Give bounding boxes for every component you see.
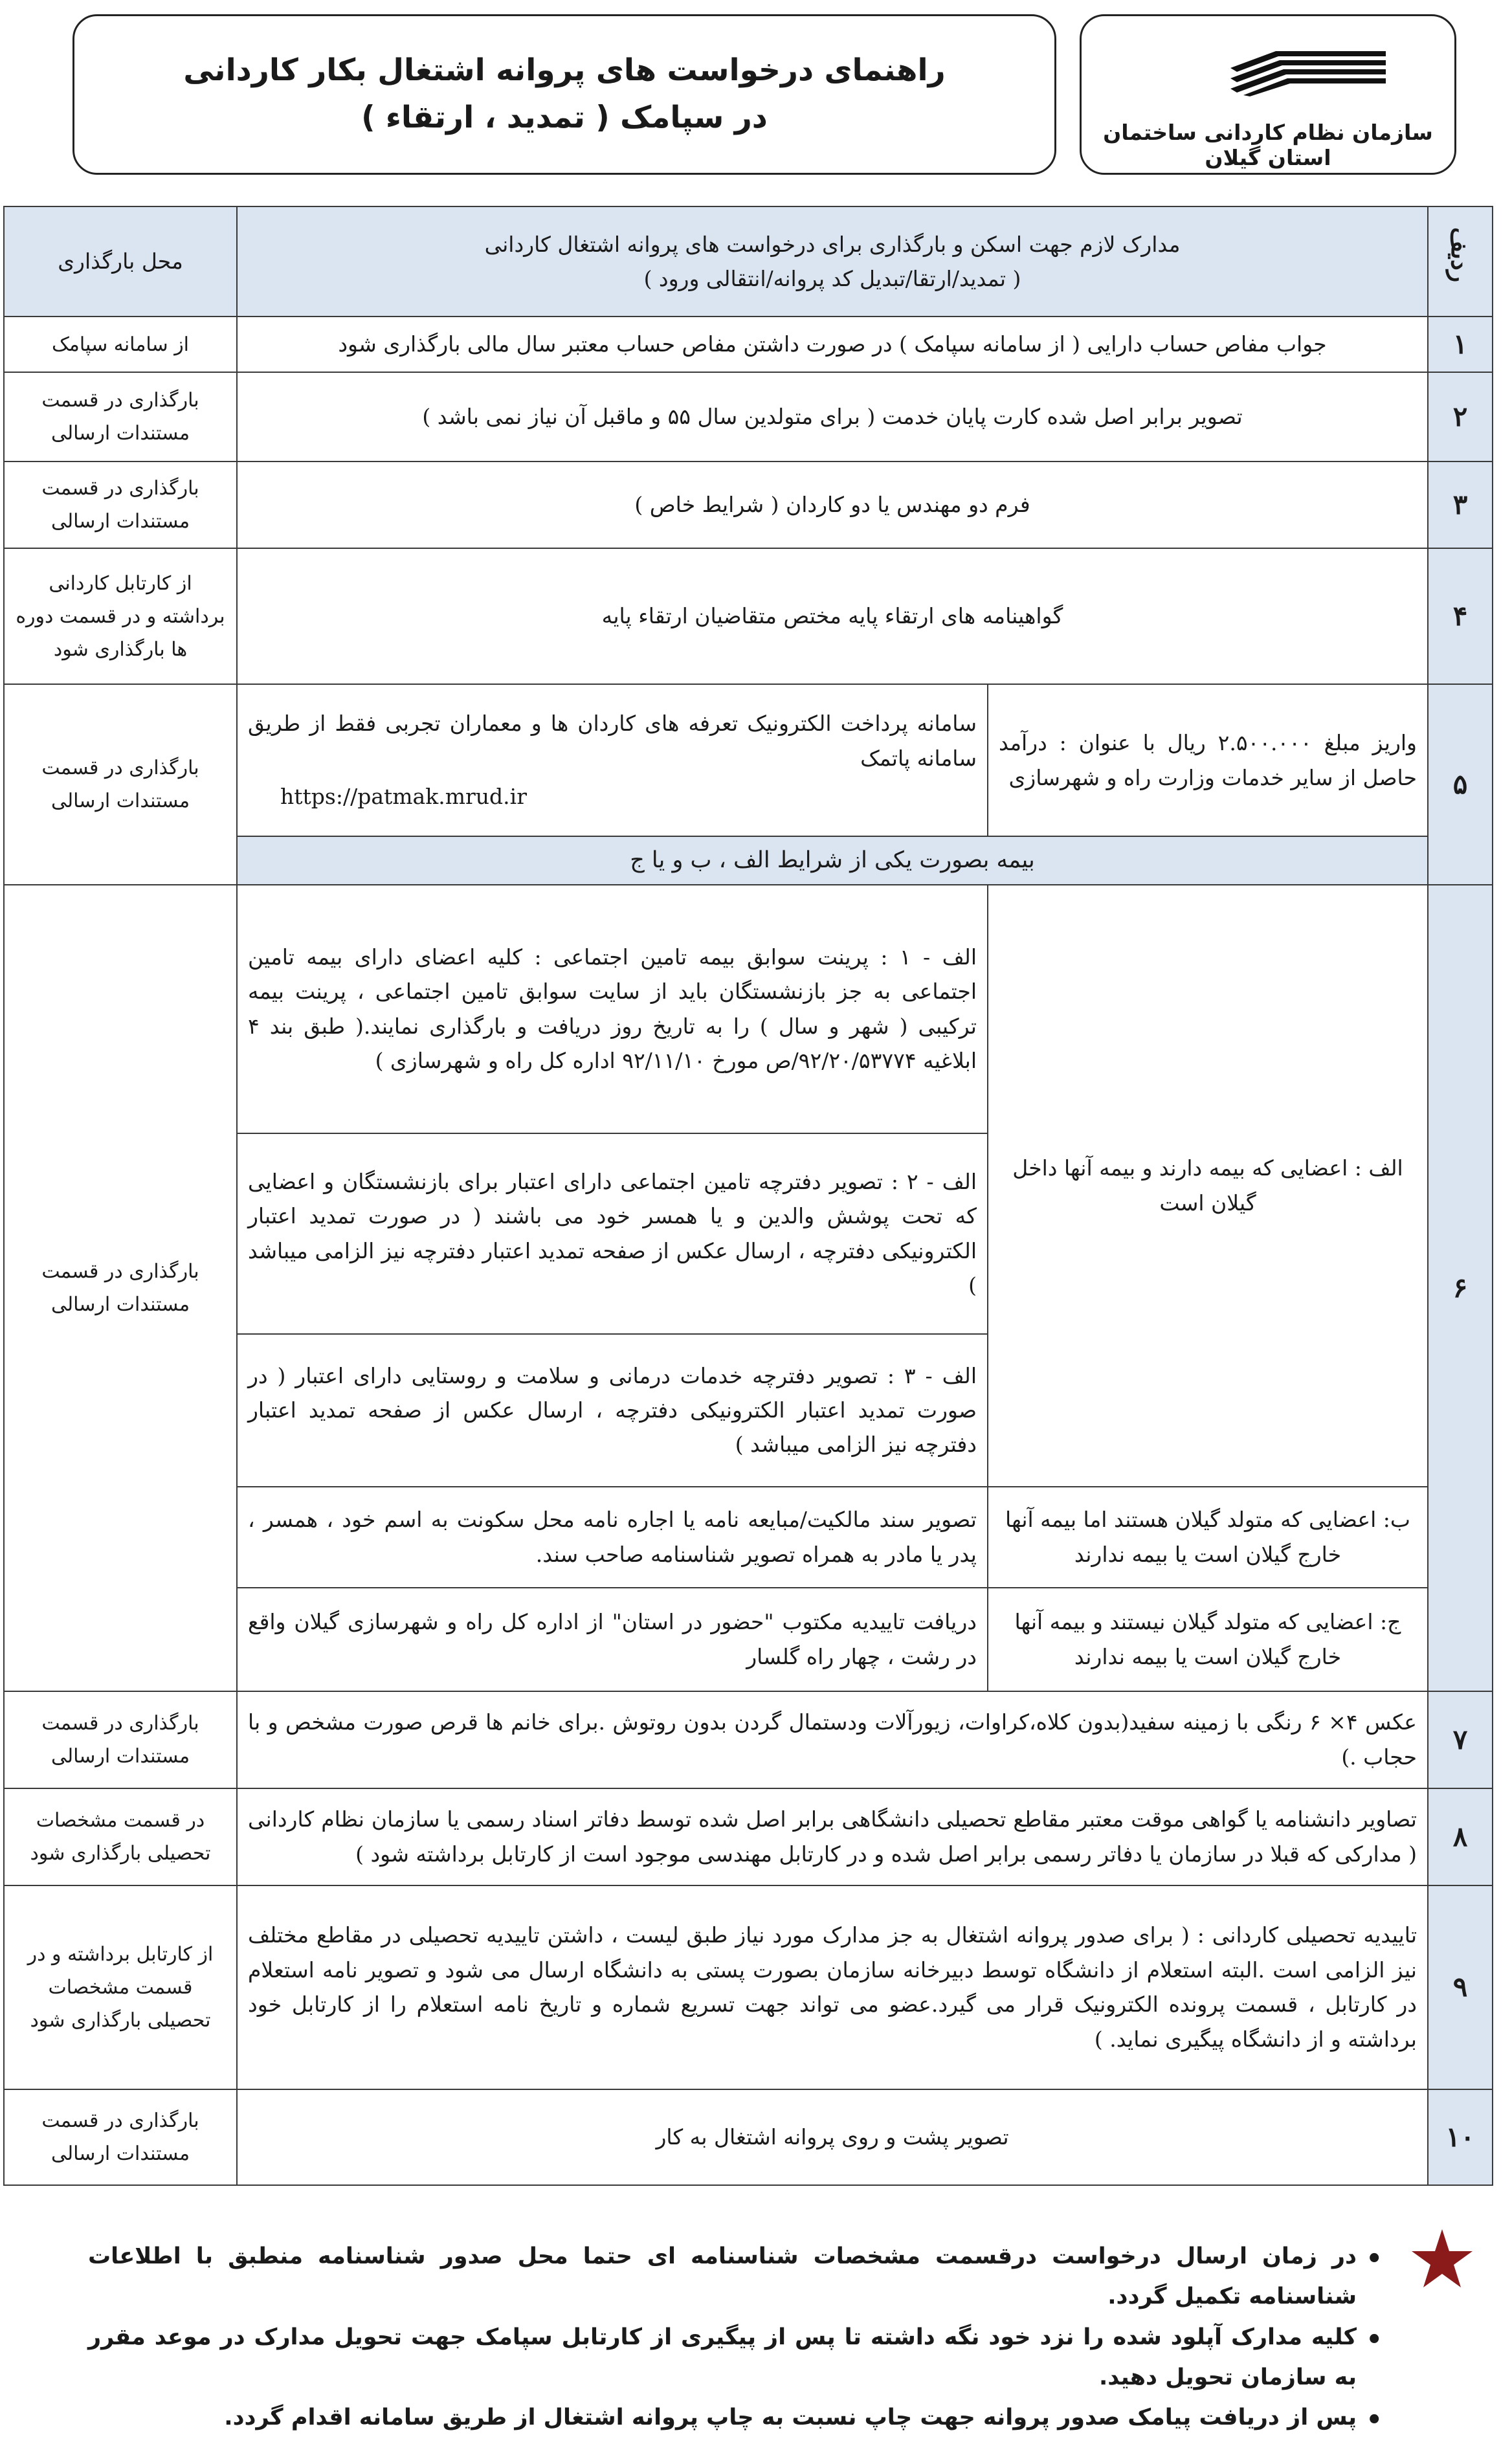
row-location: از کارتابل کاردانی برداشته و در قسمت دوره ها بارگذاری شود — [4, 548, 237, 684]
row-number: ۹ — [1428, 1885, 1493, 2089]
table-row — [4, 372, 1493, 461]
header-documents: مدارک لازم جهت اسکن و بارگذاری برای درخواست های پروانه اشتغال کاردانی ( تمدید/ارتقا/تبدیل کد پروانه/انتقالی ورود ) — [237, 206, 1428, 317]
organization-box — [1080, 14, 1456, 175]
payment-system: سامانه پرداخت الکترونیک تعرفه های کاردان ها و معماران تجربی فقط از طریق سامانه پاتمک https://patmak.mrud.ir — [237, 684, 988, 836]
note-item: • پس از دریافت پیامک صدور پروانه جهت چاپ نسبت به چاپ پروانه اشتغال از طریق سامانه اقدام گردد. — [88, 2397, 1383, 2438]
row-location: بارگذاری در قسمت مستندات ارسالی — [4, 1691, 237, 1788]
star-icon — [1410, 2227, 1474, 2291]
row-location: از کارتابل برداشته و در قسمت مشخصات تحصیلی بارگذاری شود — [4, 1885, 237, 2089]
condition-a3-text: الف - ۳ : تصویر دفترچه خدمات درمانی و سلامت و روستایی دارای اعتبار ( در صورت تمدید اعتبار الکترونیکی دفترچه ، ارسال عکس از صفحه تمدید اعتبار دفترچه نیز الزامی میباشد ) — [237, 1334, 988, 1487]
page-header — [72, 14, 1456, 175]
condition-b: ب: اعضایی که متولد گیلان هستند اما بیمه آنها خارج گیلان است یا بیمه ندارند — [988, 1487, 1428, 1588]
bullet-icon: • — [1366, 2324, 1383, 2355]
row-number: ۳ — [1428, 461, 1493, 548]
title-box — [72, 14, 1056, 175]
row-number: ۲ — [1428, 372, 1493, 461]
requirements-table — [3, 206, 1493, 2186]
note-item: • کلیه مدارک آپلود شده را نزد خود نگه داشته تا پس از پیگیری از کارتابل سپامک جهت تحویل مدارک در موعد مقرر به سازمان تحویل دهید. — [88, 2317, 1383, 2398]
row-number: ۴ — [1428, 548, 1493, 684]
table-row — [4, 1788, 1493, 1885]
row-document: جواب مفاص حساب دارایی ( از سامانه سپامک ) در صورت داشتن مفاص حساب معتبر سال مالی بارگذاری شود — [237, 317, 1428, 372]
table-row — [4, 1885, 1493, 2089]
header-row-number: ردیف — [1428, 206, 1493, 317]
row-location: بارگذاری در قسمت مستندات ارسالی — [4, 684, 237, 885]
condition-a1-text: الف - ۱ : پرینت سوابق بیمه تامین اجتماعی : کلیه اعضای دارای بیمه تامین اجتماعی به جز بازنشستگان باید از سایت سوابق تامین اجتماعی ، پرینت بیمه ترکیبی ( شهر و سال ) را به تاریخ روز دریافت و بارگذاری نمایند.( طبق بند ۴ ابلاغیه ۹۲/۲۰/۵۳۷۷۴/ص مورخ ۹۲/۱۱/۱۰ اداره کل راه و شهرسازی ) — [237, 885, 988, 1133]
condition-a2-text: الف - ۲ : تصویر دفترچه تامین اجتماعی دارای اعتبار برای بازنشستگان و اعضایی که تحت پوشش والدین و یا همسر خود می باشند ( در صورت تمدید اعتبار الکترونیکی دفترچه ، ارسال عکس از صفحه تمدید اعتبار دفترچه نیز الزامی میباشد ) — [237, 1133, 988, 1334]
row-document: عکس ۴× ۶ رنگی با زمینه سفید(بدون کلاه،کراوات، زیورآلات ودستمال گردن بدون روتوش .برای خانم ها قرص صورت مشخص و با حجاب .) — [237, 1691, 1428, 1788]
table-row — [4, 1691, 1493, 1788]
roof-stripes-logo-icon — [1230, 50, 1386, 96]
row-number: ۶ — [1428, 885, 1493, 1691]
row-location: از سامانه سپامک — [4, 317, 237, 372]
row-document: تصویر برابر اصل شده کارت پایان خدمت ( برای متولدین سال ۵۵ و ماقبل آن نیاز نمی باشد ) — [237, 372, 1428, 461]
condition-c: ج: اعضایی که متولد گیلان نیستند و بیمه آنها خارج گیلان است یا بیمه ندارند — [988, 1588, 1428, 1691]
notes-list — [88, 2236, 1383, 2438]
bullet-icon: • — [1366, 2244, 1383, 2274]
condition-c-text: دریافت تاییدیه مکتوب "حضور در استان" از اداره کل راه و شهرسازی گیلان واقع در رشت ، چهار راه گلسار — [237, 1588, 988, 1691]
patmak-link[interactable]: https://patmak.mrud.ir — [280, 784, 527, 810]
table-header-row — [4, 206, 1493, 317]
table-row — [4, 885, 1493, 1133]
table-row — [4, 461, 1493, 548]
row-document: گواهینامه های ارتقاء پایه مختص متقاضیان ارتقاء پایه — [237, 548, 1428, 684]
note-item: • در زمان ارسال درخواست درقسمت مشخصات شناسنامه ای حتما محل صدور شناسنامه منطبق با اطلاعات شناسنامه تکمیل گردد. — [88, 2236, 1383, 2317]
table-row — [4, 548, 1493, 684]
row-document: تصاویر دانشنامه یا گواهی موقت معتبر مقاطع تحصیلی دانشگاهی برابر اصل شده توسط دفاتر اسناد رسمی یا سازمان نظام کاردانی ( مدارکی که قبلا در سازمان یا دفاتر رسمی برابر اصل شده و در کارتابل مهندسی موجود است از کارتابل برداشته شود ) — [237, 1788, 1428, 1885]
row-location: بارگذاری در قسمت مستندات ارسالی — [4, 885, 237, 1691]
row-document: تاییدیه تحصیلی کاردانی : ( برای صدور پروانه اشتغال به جز مدارک مورد نیاز طبق لیست ، داشتن تاییدیه تحصیلی در مقاطع مختلف نیز الزامی است .البته استعلام از دانشگاه توسط دبیرخانه سازمان بصورت پستی به دانشگاه ارسال می شود و تصویر نامه استعلام در کارتابل ، قسمت پرونده الکترونیک قرار می گیرد.عضو می تواند جهت تسریع شماره و تاریخ نامه استعلام را از کارتابل خود برداشته و از دانشگاه پیگیری نماید. ) — [237, 1885, 1428, 2089]
document-title: راهنمای درخواست های پروانه اشتغال بکار کاردانی — [183, 52, 946, 89]
insurance-conditions-band: بیمه بصورت یکی از شرایط الف ، ب و یا ج — [237, 836, 1428, 885]
table-row — [4, 2089, 1493, 2185]
row-number: ۷ — [1428, 1691, 1493, 1788]
row-document: فرم دو مهندس یا دو کاردان ( شرایط خاص ) — [237, 461, 1428, 548]
condition-b-text: تصویر سند مالکیت/مبایعه نامه یا اجاره نامه محل سکونت به اسم خود ، همسر ، پدر یا مادر به همراه تصویر شناسنامه صاحب سند. — [237, 1487, 988, 1588]
bullet-icon: • — [1366, 2405, 1383, 2436]
row-location: در قسمت مشخصات تحصیلی بارگذاری شود — [4, 1788, 237, 1885]
row-number: ۱ — [1428, 317, 1493, 372]
row-document: تصویر پشت و روی پروانه اشتغال به کار — [237, 2089, 1428, 2185]
organization-name: سازمان نظام کاردانی ساختمان استان گیلان — [1103, 120, 1433, 170]
condition-a: الف : اعضایی که بیمه دارند و بیمه آنها داخل گیلان است — [988, 885, 1428, 1487]
table-row — [4, 684, 1493, 836]
header-upload-location: محل بارگذاری — [4, 206, 237, 317]
row-number: ۵ — [1428, 684, 1493, 885]
row-number: ۱۰ — [1428, 2089, 1493, 2185]
row-location: بارگذاری در قسمت مستندات ارسالی — [4, 2089, 237, 2185]
document-subtitle: در سپامک ( تمدید ، ارتقاء ) — [361, 100, 768, 135]
table-row — [4, 317, 1493, 372]
row-location: بارگذاری در قسمت مستندات ارسالی — [4, 372, 237, 461]
payment-amount: واریز مبلغ ۲.۵۰۰.۰۰۰ ریال با عنوان : درآمد حاصل از سایر خدمات وزارت راه و شهرسازی — [988, 684, 1428, 836]
row-location: بارگذاری در قسمت مستندات ارسالی — [4, 461, 237, 548]
row-number: ۸ — [1428, 1788, 1493, 1885]
